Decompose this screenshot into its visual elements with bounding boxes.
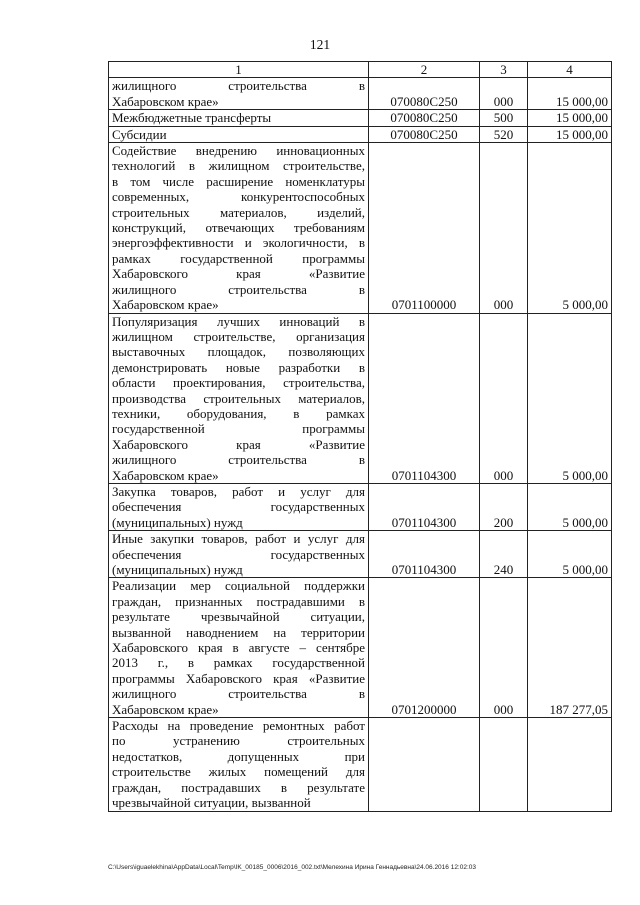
row-expense-type — [480, 718, 528, 811]
column-header: 1 — [109, 62, 369, 78]
table-row — [109, 78, 612, 110]
description-line: граждан, пострадавших в результате — [112, 779, 365, 795]
row-description — [109, 718, 369, 811]
row-description — [109, 126, 369, 142]
description-line: Реализации мер социальной поддержки — [112, 578, 365, 594]
row-amount: 5 000,00 — [528, 143, 612, 313]
table-row — [109, 718, 612, 811]
table-row — [109, 531, 612, 578]
row-code: 0701104300 — [369, 313, 480, 483]
row-amount: 5 000,00 — [528, 531, 612, 578]
row-expense-type: 500 — [480, 110, 528, 126]
file-path-footer: C:\Users\iguaelekhina\AppData\Local\Temp\IK_00185_0006\2016_002.txt\Мелехина Ирина Геннадьевна\24.06.2016 12:02:03 — [108, 864, 477, 871]
row-amount: 15 000,00 — [528, 110, 612, 126]
column-header: 2 — [369, 62, 480, 78]
description-line: в том числе расширение номенклатуры — [112, 173, 365, 189]
row-expense-type: 000 — [480, 143, 528, 313]
description-line: Закупка товаров, работ и услуг для — [112, 483, 365, 499]
description-line: Иные закупки товаров, работ и услуг для — [112, 531, 365, 547]
description-line: техники, оборудования, в рамках — [112, 405, 365, 421]
row-code: 070080С250 — [369, 126, 480, 142]
row-amount — [528, 718, 612, 811]
row-expense-type: 000 — [480, 78, 528, 110]
description-line: по устранению строительных — [112, 733, 365, 749]
row-code: 0701104300 — [369, 531, 480, 578]
row-description — [109, 78, 369, 110]
row-amount: 187 277,05 — [528, 578, 612, 718]
description-line: демонстрировать новые разработки в — [112, 359, 365, 375]
row-expense-type: 200 — [480, 483, 528, 530]
description-line: современных, конкурентоспособных — [112, 189, 365, 205]
description-line: энергоэффективности и экологичности, в — [112, 235, 365, 251]
description-line: обеспечения государственных — [112, 546, 365, 562]
description-line: рамках государственной программы — [112, 250, 365, 266]
row-amount: 5 000,00 — [528, 483, 612, 530]
description-line: выставочных площадок, позволяющих — [112, 344, 365, 360]
description-line: Хабаровском крае» — [112, 297, 219, 313]
description-line: (муниципальных) нужд — [112, 562, 243, 577]
description-line: 2013 г., в рамках государственной — [112, 655, 365, 671]
column-header: 3 — [480, 62, 528, 78]
description-line: программы Хабаровского края «Развитие — [112, 670, 365, 686]
description-line: (муниципальных) нужд — [112, 514, 243, 530]
row-description — [109, 531, 369, 578]
description-line: жилищного строительства в — [112, 281, 365, 297]
row-description — [109, 483, 369, 530]
row-amount: 15 000,00 — [528, 126, 612, 142]
description-line: Хабаровском крае» — [112, 467, 219, 483]
row-code: 0701100000 — [369, 143, 480, 313]
row-code: 070080С250 — [369, 78, 480, 110]
budget-table — [108, 61, 612, 812]
row-description — [109, 578, 369, 718]
description-line: технологий в жилищном строительстве, — [112, 158, 365, 174]
row-description — [109, 313, 369, 483]
description-line: Содействие внедрению инновационных — [112, 143, 365, 159]
table-row — [109, 578, 612, 718]
description-line: жилищного строительства в — [112, 78, 365, 94]
table-row — [109, 110, 612, 126]
row-code: 070080С250 — [369, 110, 480, 126]
table-row — [109, 483, 612, 530]
description-line: Расходы на проведение ремонтных работ — [112, 718, 365, 734]
row-description — [109, 110, 369, 126]
column-header: 4 — [528, 62, 612, 78]
description-line: Межбюджетные трансферты — [112, 110, 272, 126]
row-expense-type: 000 — [480, 578, 528, 718]
row-description — [109, 143, 369, 313]
description-line: Хабаровском крае» — [112, 701, 219, 717]
description-line: конструкций, отвечающих требованиям — [112, 220, 365, 236]
row-expense-type: 520 — [480, 126, 528, 142]
description-line: жилищного строительства в — [112, 686, 365, 702]
description-line: недостатков, допущенных при — [112, 748, 365, 764]
description-line: области проектирования, строительства, — [112, 375, 365, 391]
description-line: результате чрезвычайной ситуации, — [112, 609, 365, 625]
table-row — [109, 126, 612, 142]
description-line: жилищном строительстве, организация — [112, 328, 365, 344]
row-expense-type: 240 — [480, 531, 528, 578]
description-line: обеспечения государственных — [112, 499, 365, 515]
row-amount: 15 000,00 — [528, 78, 612, 110]
description-line: Хабаровского края «Развитие — [112, 436, 365, 452]
description-line: Популяризация лучших инноваций в — [112, 313, 365, 329]
table-header-row — [109, 62, 612, 78]
description-line: чрезвычайной ситуации, вызванной — [112, 795, 311, 811]
description-line: строительных материалов, изделий, — [112, 204, 365, 220]
description-line: Хабаровском крае» — [112, 93, 219, 109]
table-row — [109, 143, 612, 313]
page-number: 121 — [309, 37, 331, 52]
row-code: 0701104300 — [369, 483, 480, 530]
description-line: Субсидии — [112, 126, 167, 142]
row-expense-type: 000 — [480, 313, 528, 483]
description-line: Хабаровского края в августе – сентябре — [112, 640, 365, 656]
table-row — [109, 313, 612, 483]
description-line: государственной программы — [112, 421, 365, 437]
row-amount: 5 000,00 — [528, 313, 612, 483]
description-line: вызванной наводнением на территории — [112, 624, 365, 640]
row-code — [369, 718, 480, 811]
description-line: граждан, признанных пострадавшими в — [112, 593, 365, 609]
description-line: производства строительных материалов, — [112, 390, 365, 406]
description-line: жилищного строительства в — [112, 452, 365, 468]
description-line: Хабаровского края «Развитие — [112, 266, 365, 282]
row-code: 0701200000 — [369, 578, 480, 718]
description-line: строительстве жилых помещений для — [112, 764, 365, 780]
